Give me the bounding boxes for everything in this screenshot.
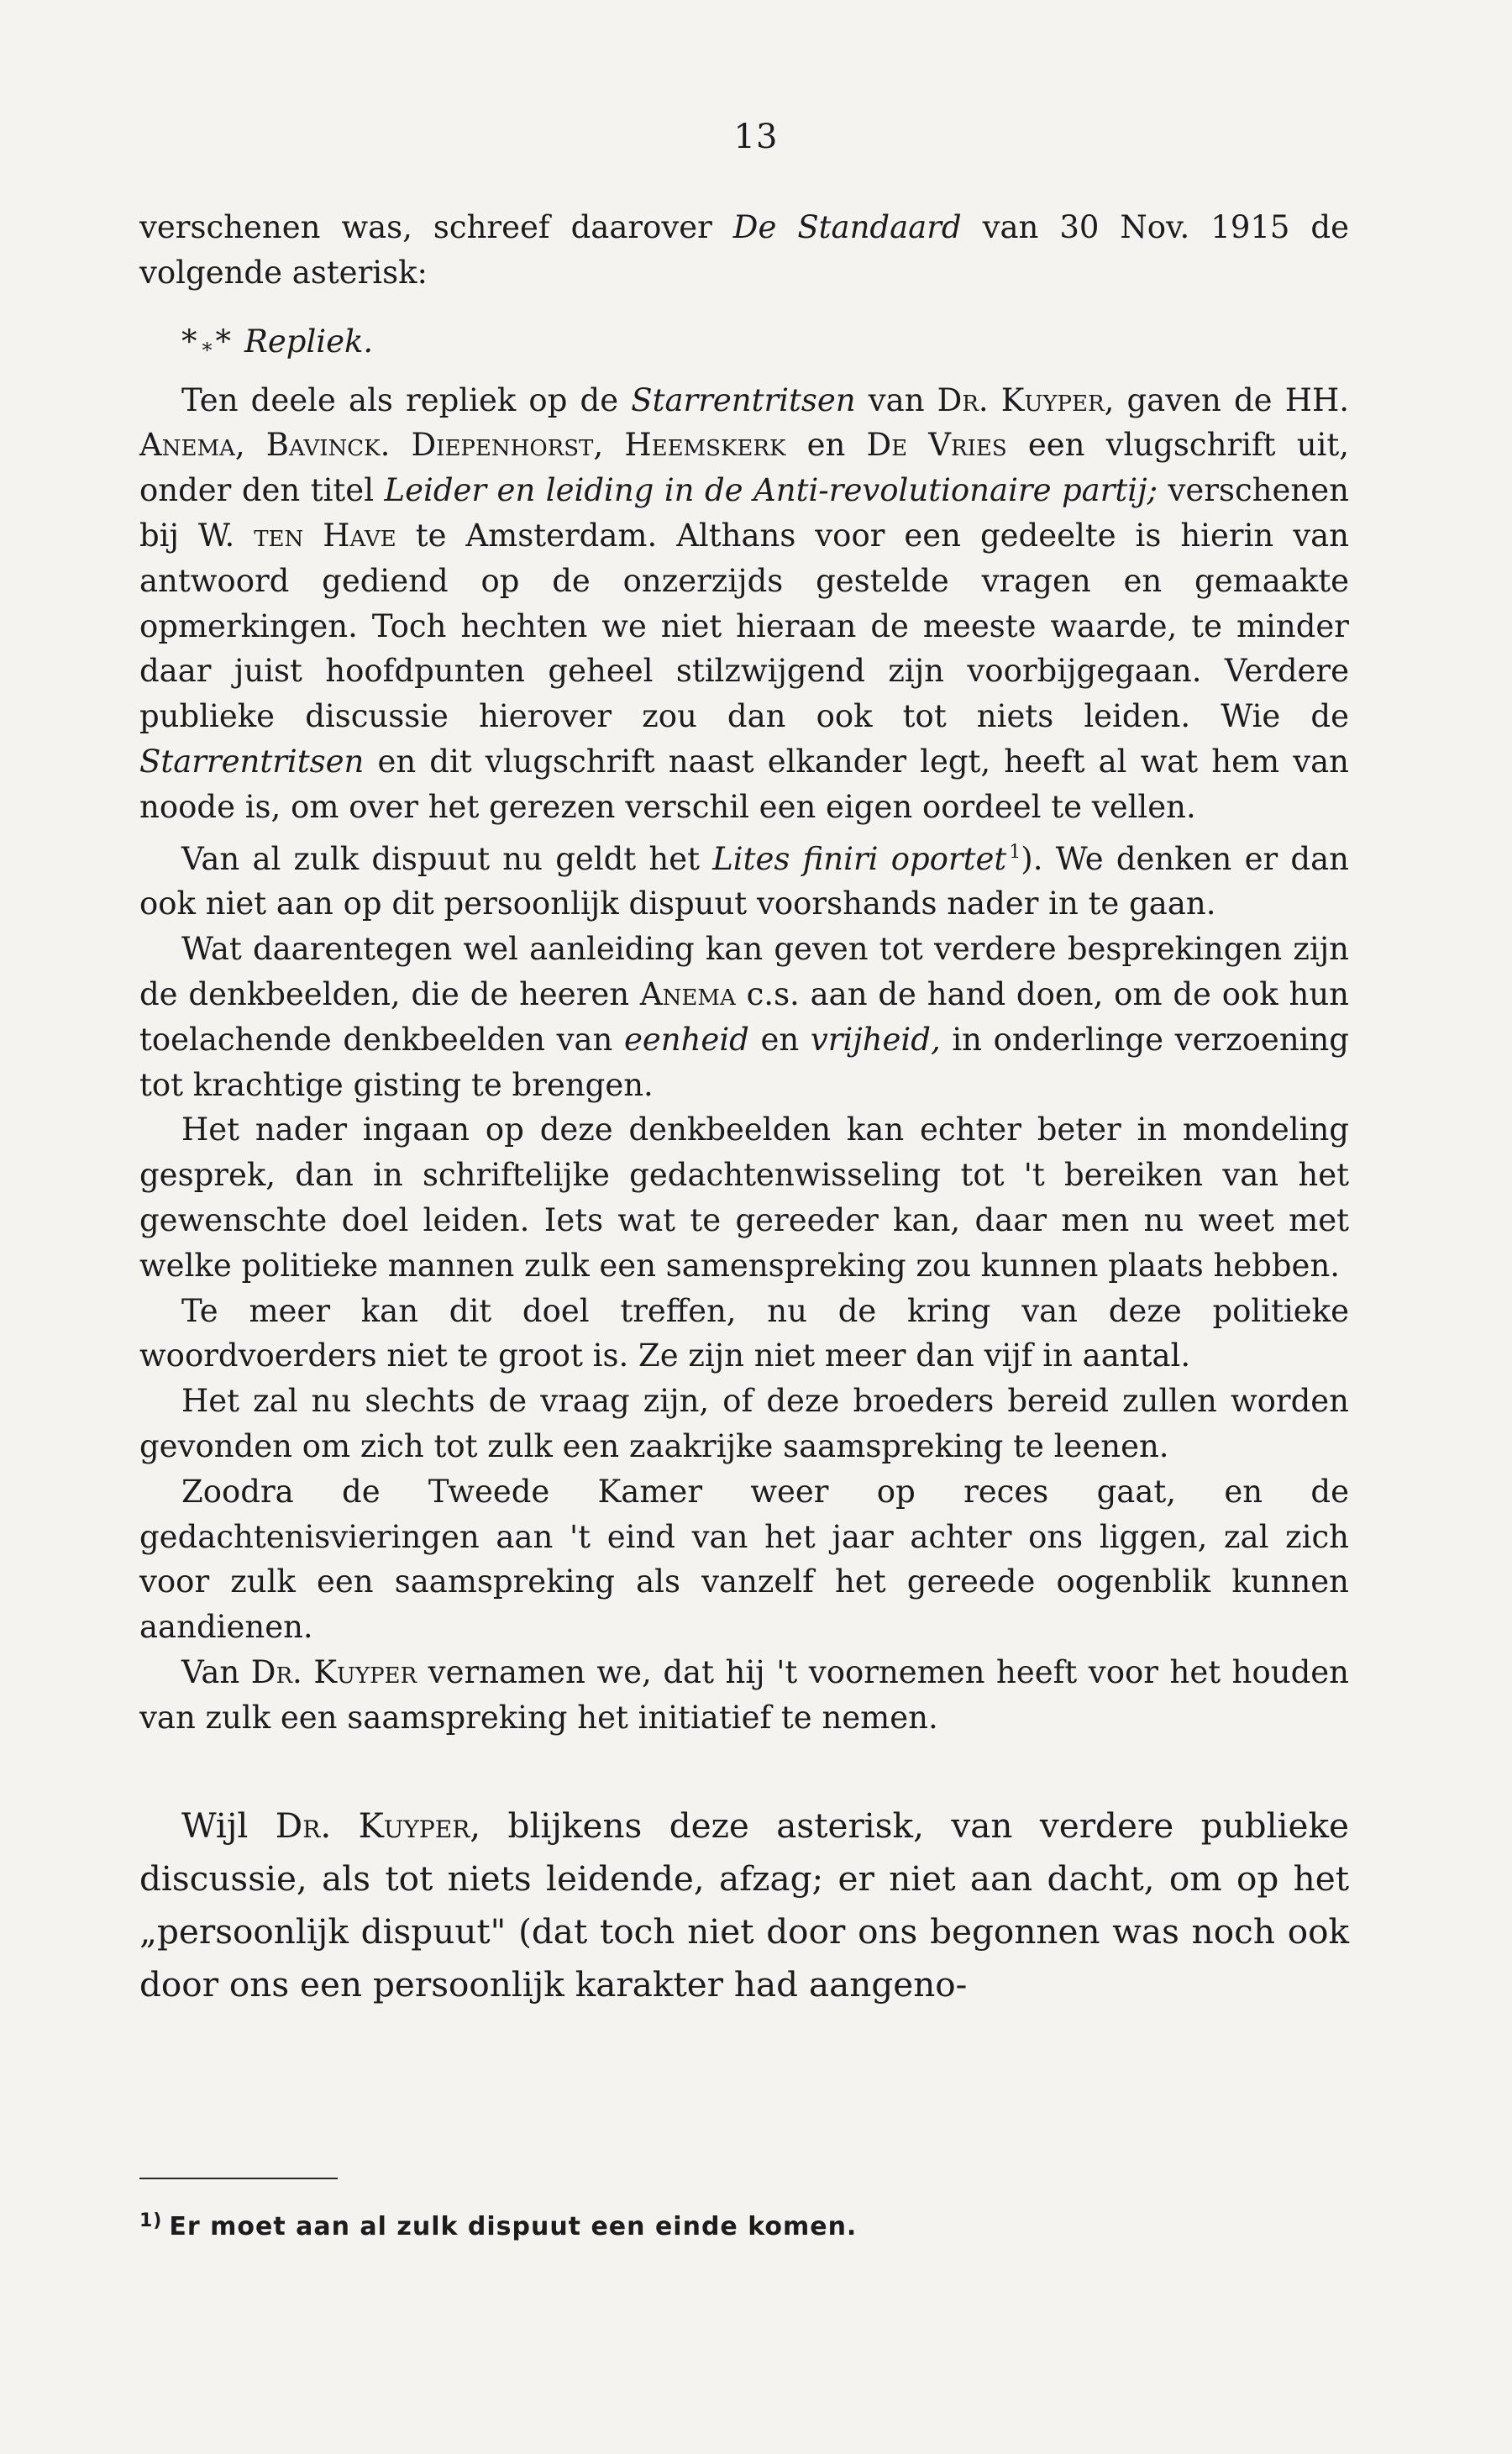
text-run: van 30 Nov. 1915 de volgende asterisk: [139,209,1349,291]
asterisk-title: Repliek. [244,323,374,360]
quote-paragraph-4: Het nader ingaan op deze denkbeelden kan echter beter in mondeling gesprek, dan in schriftelijke gedachtenwisseling tot 't bereiken van het gewenschte doel leiden. Iets wat te gereeder kan, daar men nu weet met welke politieke mannen zulk een samenspreking zou kunnen plaats hebben. [139,1111,1349,1284]
text-run: , blijkens deze asterisk, van verdere publieke discussie, als tot niets leidende, afzag; er niet aan dacht, om op het „persoonlijk dispuut" (dat toch niet door ons begonnen was noch ook door ons een persoonlijk karakter had aangeno- [139,1805,1349,2005]
quote-paragraph-7: Zoodra de Tweede Kamer weer op reces gaat, en de gedachtenisvieringen aan 't eind van het jaar achter ons liggen, zal zich voor zulk een saamspreking als vanzelf het gereede oogenblik kunnen aandienen. [139,1473,1349,1646]
italic-term: eenheid [623,1021,749,1058]
person-name: Dr. Kuyper [275,1805,470,1846]
text-run: van [855,381,937,418]
text-run: en dit vlugschrift naast elkander legt, heeft al wat hem van noode is, om over het gerezen verschil een eigen oordeel te vellen. [139,743,1349,825]
footnote-divider [139,2178,338,2179]
asterisk-right: * [215,323,233,360]
footnote-reference: 1 [1009,841,1021,863]
quote-paragraph-3 [139,927,1349,1107]
text-run: verschenen bij W. [139,472,1349,554]
quote-paragraph-5: Te meer kan dit doel treffen, nu de kring van deze politieke woordvoerders niet te groot is. Ze zijn niet meer dan vijf in aantal. [139,1292,1349,1374]
publisher-name: ten Have [254,517,396,554]
page-number: 13 [733,118,779,156]
text-run: , gaven de HH. [1104,381,1349,418]
person-names: Anema, Bavinck. Diepenhorst, Heemskerk [139,427,786,464]
quote-paragraph-1 [139,378,1349,830]
text-run: verschenen was, schreef daarover [139,209,733,245]
person-name: Dr. Kuyper [250,1653,417,1690]
text-run: Van al zulk dispuut nu geldt het [181,840,713,877]
italic-title: Starrentritsen [139,743,365,780]
italic-title: Starrentritsen [631,381,856,418]
text-run: ). We denken er dan ook niet aan op dit persoonlijk dispuut voorshands nader in te gaan. [139,840,1349,922]
text-run: Van [181,1653,251,1690]
asterisk-middle: * [202,338,213,362]
text-run: c.s. aan de hand doen, om de ook hun toelachende denkbeelden van [139,975,1349,1058]
text-run: en [785,427,867,464]
text-run: te Amsterdam. Althans voor een gedeelte is hierin van antwoord gediend op de onzerzijds gestelde vragen en gemaakte opmerkingen. Toch hechten we niet hieraan de meeste waarde, te minder daar juist hoofdpunten geheel stilzwijgend zijn voorbijgegaan. Verdere publieke discussie hierover zou dan ook tot niets leiden. Wie de [139,517,1349,735]
closing-paragraph [139,1800,1349,2011]
quote-paragraph-8 [139,1650,1349,1741]
footnote-mark: 1) [139,2210,163,2231]
quote-paragraph-2 [139,830,1349,927]
text-run: vernamen we, dat hij 't voornemen heeft voor het houden van zulk een saamspreking het initiatief te nemen. [139,1653,1349,1736]
person-name: Dr. Kuyper [937,381,1105,418]
italic-term: vrijheid, [810,1021,941,1058]
main-text [139,205,1349,2011]
person-name: De Vries [866,427,1007,464]
text-run: Ten deele als repliek op de [181,381,632,418]
text-run: Wijl [181,1805,276,1846]
quote-paragraph-6: Het zal nu slechts de vraag zijn, of deze broeders bereid zullen worden gevonden om zich tot zulk een zaakrijke saamspreking te leenen. [139,1383,1349,1464]
newspaper-name: De Standaard [732,209,962,245]
text-run: een vlugschrift uit, onder den titel [139,427,1350,509]
asterisk-heading [181,319,1349,373]
text-run: in onderlinge verzoening tot krachtige gisting te brengen. [139,1021,1349,1103]
opening-paragraph [139,205,1349,296]
footnote [139,2199,1349,2249]
person-name: Anema [639,975,736,1012]
italic-title: Leider en leiding in de Anti-revolutionaire partij; [384,472,1158,509]
latin-phrase: Lites finiri oportet [712,840,1007,877]
asterisk-left: * [181,323,199,360]
text-run: en [748,1021,811,1058]
footnote-text: Er moet aan al zulk dispuut een einde komen. [169,2212,858,2241]
text-run: Wat daarentegen wel aanleiding kan geven tot verdere besprekingen zijn de denkbeelden, die de heeren [139,931,1349,1012]
